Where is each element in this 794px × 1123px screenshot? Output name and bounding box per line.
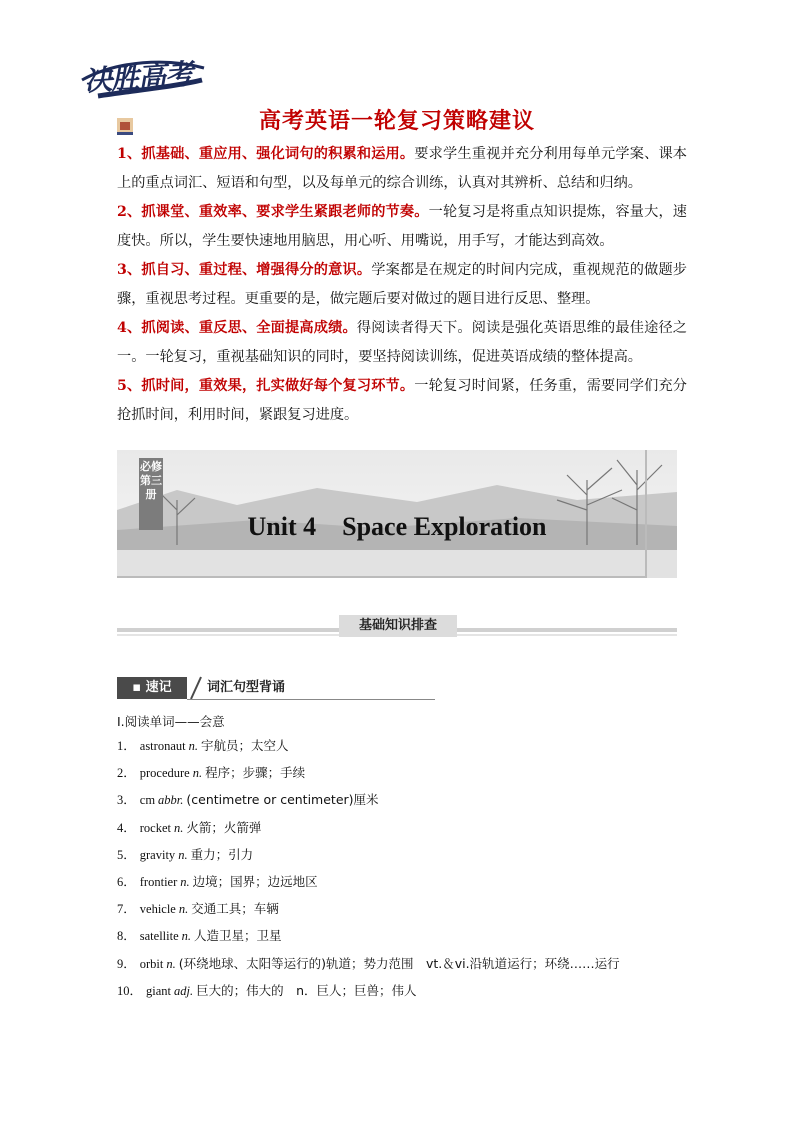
advice-text: 得阅读者得天下。阅读是强化英语思维的最佳途径之一。一轮复习，重视基础知识的同时，要坚持阅读训练，促进英语成绩的整体提高。: [117, 320, 687, 365]
vocab-meaning: 人造卫星；卫星: [194, 928, 282, 944]
item-number: 8．: [117, 929, 136, 944]
part-of-speech: n.: [166, 956, 176, 971]
part-of-speech: n.: [181, 929, 192, 944]
vocab-word: frontier: [139, 874, 178, 889]
unit-banner: [117, 450, 677, 580]
item-number: 9．: [117, 956, 136, 971]
part-of-speech: n.: [188, 739, 198, 753]
vocab-item: [117, 950, 687, 977]
item-number: 10．: [117, 983, 143, 998]
vocab-heading: Ⅰ.阅读单词——会意: [117, 714, 225, 729]
vocab-item: [117, 814, 687, 841]
advice-text: 学案都是在规定的时间内完成，重视规范的做题步骤，重视思考过程。更重要的是，做完题后要对做过的题目进行反思、整理。: [117, 262, 687, 307]
part-of-speech: n.: [192, 766, 203, 781]
vocab-word: procedure: [139, 766, 190, 781]
advice-item: [117, 372, 687, 430]
vocab-meaning: 巨大的；伟大的 n．巨人；巨兽；伟人: [196, 982, 417, 998]
advice-item: [117, 198, 687, 256]
advice-item: [117, 140, 687, 198]
vocab-item: [117, 977, 687, 1004]
vocab-word: rocket: [139, 820, 171, 835]
advice-item: [117, 256, 687, 314]
vocab-item: [117, 732, 687, 759]
logo-text: 决胜高考: [83, 57, 194, 98]
vocab-meaning: 宇航员；太空人: [200, 738, 289, 753]
item-number: 6．: [117, 874, 136, 889]
subsection-title: 词汇句型背诵: [207, 680, 286, 695]
vocab-meaning: 交通工具；车辆: [191, 901, 279, 917]
advice-highlight: 2、抓课堂、重效率、要求学生紧跟老师的节奏。: [117, 204, 429, 220]
part-of-speech: n.: [180, 874, 190, 889]
vocab-meaning: 重力；引力: [190, 846, 254, 862]
vocab-meaning: (centimetre or centimeter)厘米: [186, 792, 379, 808]
item-number: 4．: [117, 820, 136, 835]
vocab-item: [117, 868, 687, 895]
quick-memo-tag: ▪ 速记: [117, 677, 187, 699]
vocab-meaning: (环绕地球、太阳等运行的)轨道；势力范围 vt.＆vi.沿轨道运行；环绕……运行: [178, 955, 620, 971]
section-heading: 基础知识排查: [339, 615, 457, 637]
slash-divider: [187, 675, 207, 701]
vocab-item: [117, 922, 687, 949]
subsection-header: [117, 675, 437, 701]
vocab-item: [117, 841, 687, 868]
item-number: 3．: [117, 793, 136, 808]
advice-highlight: 5、抓时间，重效果，扎实做好每个复习环节。: [117, 378, 415, 394]
vocab-item: [117, 895, 687, 922]
unit-title: Unit 4 Space Exploration: [247, 512, 547, 541]
part-of-speech: n.: [174, 820, 184, 835]
page-title: 高考英语一轮复习策略建议: [258, 109, 535, 134]
vocab-word: gravity: [139, 847, 176, 862]
quick-memo-label: 速记: [145, 680, 172, 695]
vocab-meaning: 火箭；火箭弹: [186, 819, 262, 835]
subsection-underline: [187, 699, 435, 700]
vocab-item: [117, 786, 687, 813]
item-number: 7．: [117, 902, 136, 917]
advice-text: 一轮复习是将重点知识提炼，容量大，速度快。所以，学生要快速地用脑思，用心听、用嘴说，用手写，才能达到高效。: [117, 204, 687, 249]
advice-highlight: 3、抓自习、重过程、增强得分的意识。: [117, 262, 372, 278]
vocab-item: [117, 759, 687, 786]
advice-text: 要求学生重视并充分利用每单元学案、课本上的重点词汇、短语和句型，以及每单元的综合训练，认真对其辨析、总结和归纳。: [117, 146, 687, 191]
vocab-list: [117, 712, 687, 1004]
item-number: 1．: [117, 739, 136, 753]
vocab-word: astronaut: [139, 739, 186, 753]
vocab-word: satellite: [139, 929, 179, 944]
vocab-word: giant: [146, 983, 172, 998]
item-number: 2．: [117, 766, 136, 781]
volume-tag: 必修第三册: [139, 458, 163, 530]
vocab-word: vehicle: [139, 902, 176, 917]
item-number: 5．: [117, 847, 136, 862]
vocab-word: orbit: [139, 956, 164, 971]
advice-list: [117, 140, 687, 430]
advice-text: 一轮复习时间紧，任务重，需要同学们充分抢抓时间，利用时间，紧跟复习进度。: [117, 378, 687, 423]
advice-highlight: 1、抓基础、重应用、强化词句的积累和运用。: [117, 146, 415, 162]
vocab-meaning: 程序；步骤；手续: [205, 765, 306, 781]
section-bar: [117, 615, 677, 639]
part-of-speech: adj.: [174, 983, 194, 998]
advice-item: [117, 314, 687, 372]
part-of-speech: n.: [178, 902, 189, 917]
vocab-meaning: 边境；国界；边远地区: [192, 873, 318, 889]
part-of-speech: abbr.: [158, 793, 184, 808]
part-of-speech: n.: [178, 847, 188, 862]
vocab-word: cm: [139, 793, 156, 808]
advice-highlight: 4、抓阅读、重反思、全面提高成绩。: [117, 320, 357, 336]
